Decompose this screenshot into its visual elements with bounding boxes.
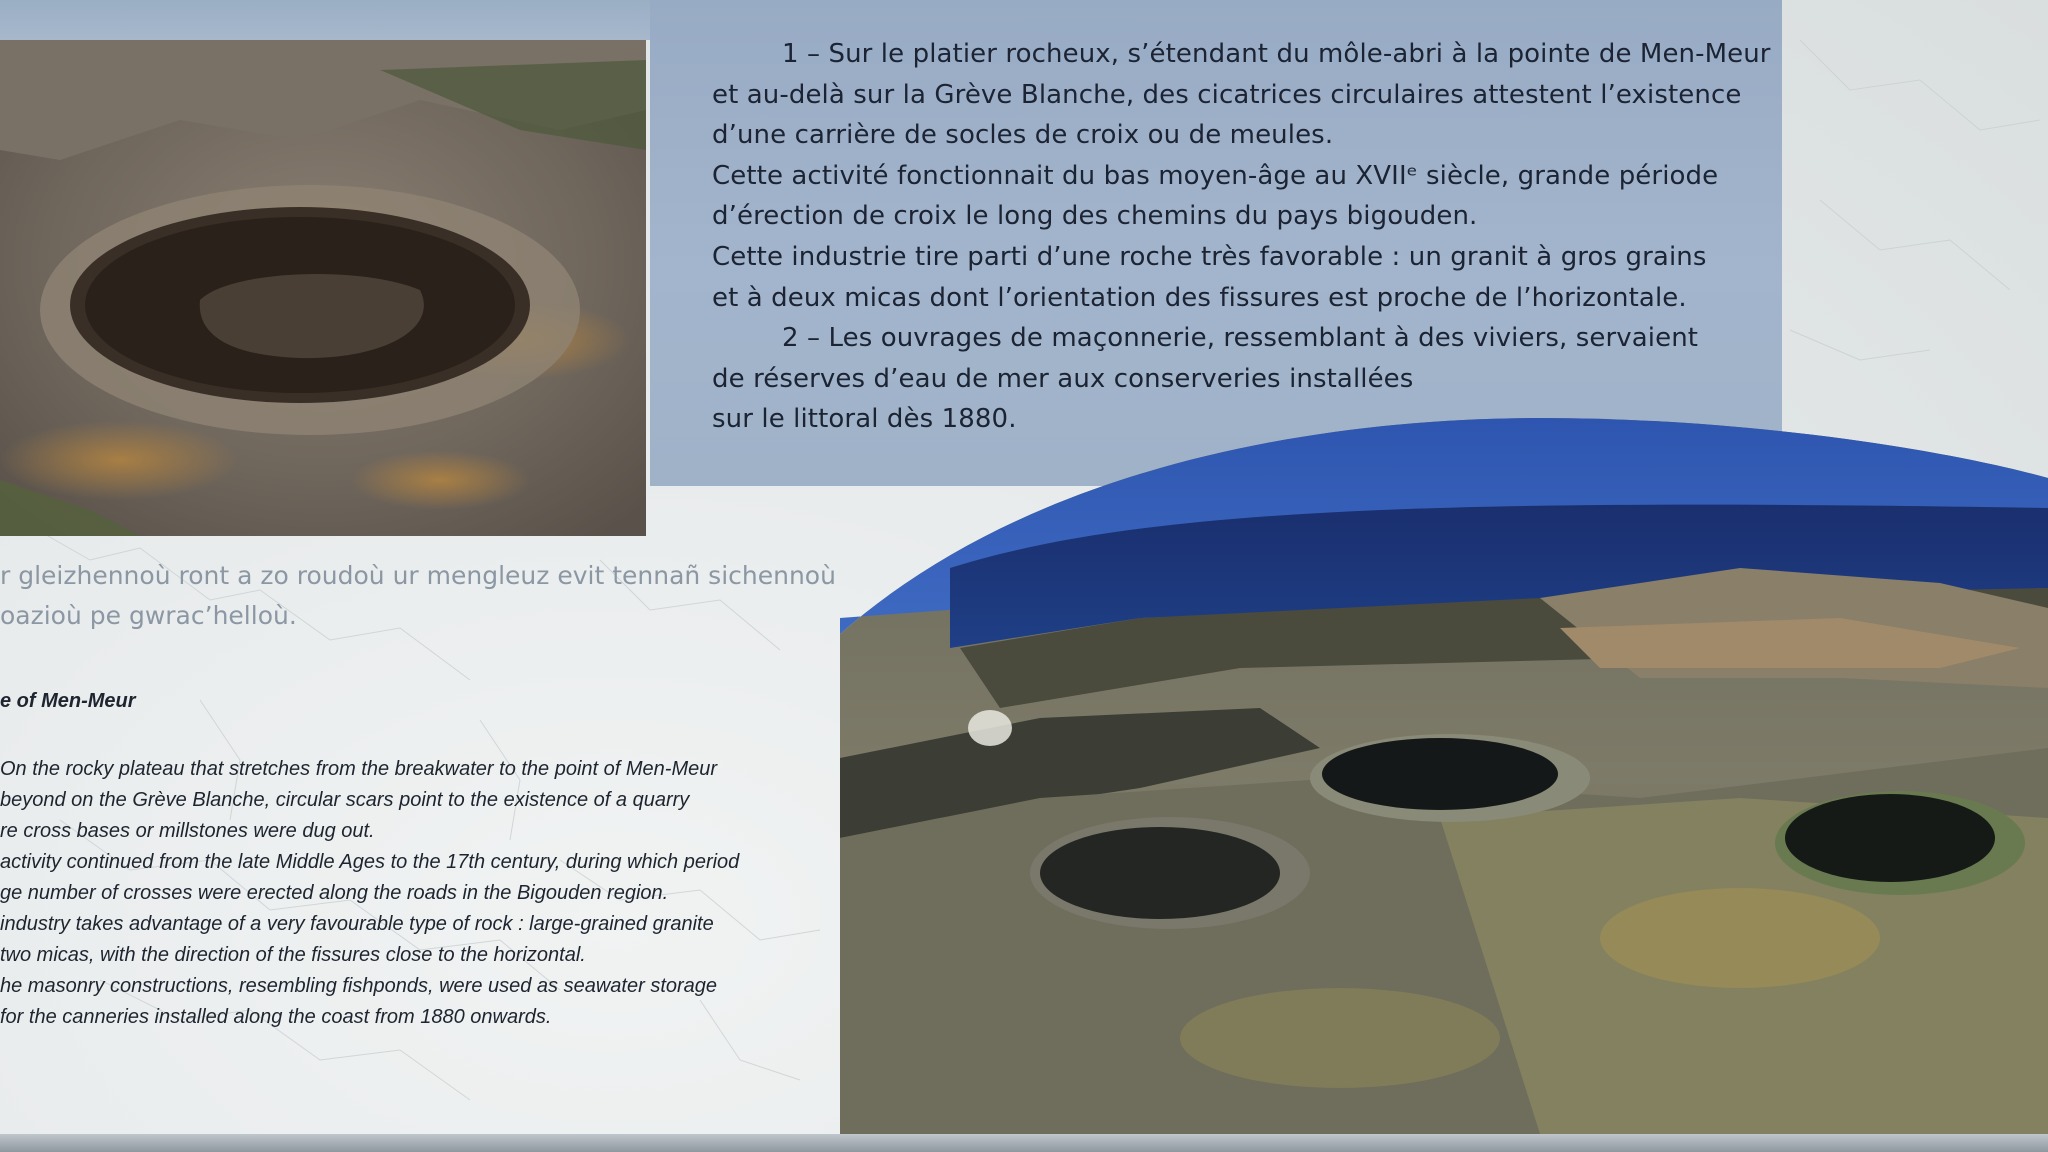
- english-line: beyond on the Grève Blanche, circular scars point to the existence of a quarry: [0, 789, 690, 811]
- french-line: de réserves d’eau de mer aux conserveries installées: [712, 363, 1414, 394]
- sign-frame-edge: [0, 1134, 2048, 1152]
- english-line: re cross bases or millstones were dug out.: [0, 820, 375, 842]
- photo-coastal-rocks: [840, 418, 2048, 1134]
- english-line: two micas, with the direction of the fissures close to the horizontal.: [0, 944, 586, 966]
- breton-line: oazioù pe gwrac’helloù.: [0, 601, 297, 630]
- french-line: et au-delà sur la Grève Blanche, des cicatrices circulaires attestent l’existence: [712, 79, 1742, 110]
- english-line: for the canneries installed along the coast from 1880 onwards.: [0, 1006, 552, 1028]
- english-heading: e of Men-Meur: [0, 690, 136, 712]
- breton-text: [0, 556, 840, 636]
- english-line: activity continued from the late Middle Ages to the 17th century, during which period: [0, 851, 740, 873]
- french-line: Cette activité fonctionnait du bas moyen-âge au XVIIᵉ siècle, grande période: [712, 160, 1719, 191]
- english-line: On the rocky plateau that stretches from the breakwater to the point of Men-Meur: [0, 758, 718, 780]
- breton-line: r gleizhennoù ront a zo roudoù ur mengleuz evit tennañ sichennoù: [0, 561, 836, 590]
- french-line: 2 – Les ouvrages de maçonnerie, ressemblant à des viviers, servaient: [782, 323, 1699, 354]
- english-line: industry takes advantage of a very favourable type of rock : large-grained granite: [0, 913, 714, 935]
- french-line: sur le littoral dès 1880.: [712, 404, 1017, 435]
- english-text: [0, 754, 840, 1033]
- french-text: [712, 34, 1772, 440]
- english-line: ge number of crosses were erected along the roads in the Bigouden region.: [0, 882, 669, 904]
- french-line: d’érection de croix le long des chemins du pays bigouden.: [712, 201, 1478, 232]
- french-line: Cette industrie tire parti d’une roche très favorable : un granit à gros grains: [712, 241, 1707, 272]
- french-line: et à deux micas dont l’orientation des fissures est proche de l’horizontale.: [712, 282, 1687, 313]
- photo-quarry-scar: [0, 40, 646, 536]
- french-line: 1 – Sur le platier rocheux, s’étendant du môle-abri à la pointe de Men-Meur: [782, 39, 1771, 69]
- english-line: he masonry constructions, resembling fishponds, were used as seawater storage: [0, 975, 718, 997]
- french-line: d’une carrière de socles de croix ou de meules.: [712, 120, 1334, 151]
